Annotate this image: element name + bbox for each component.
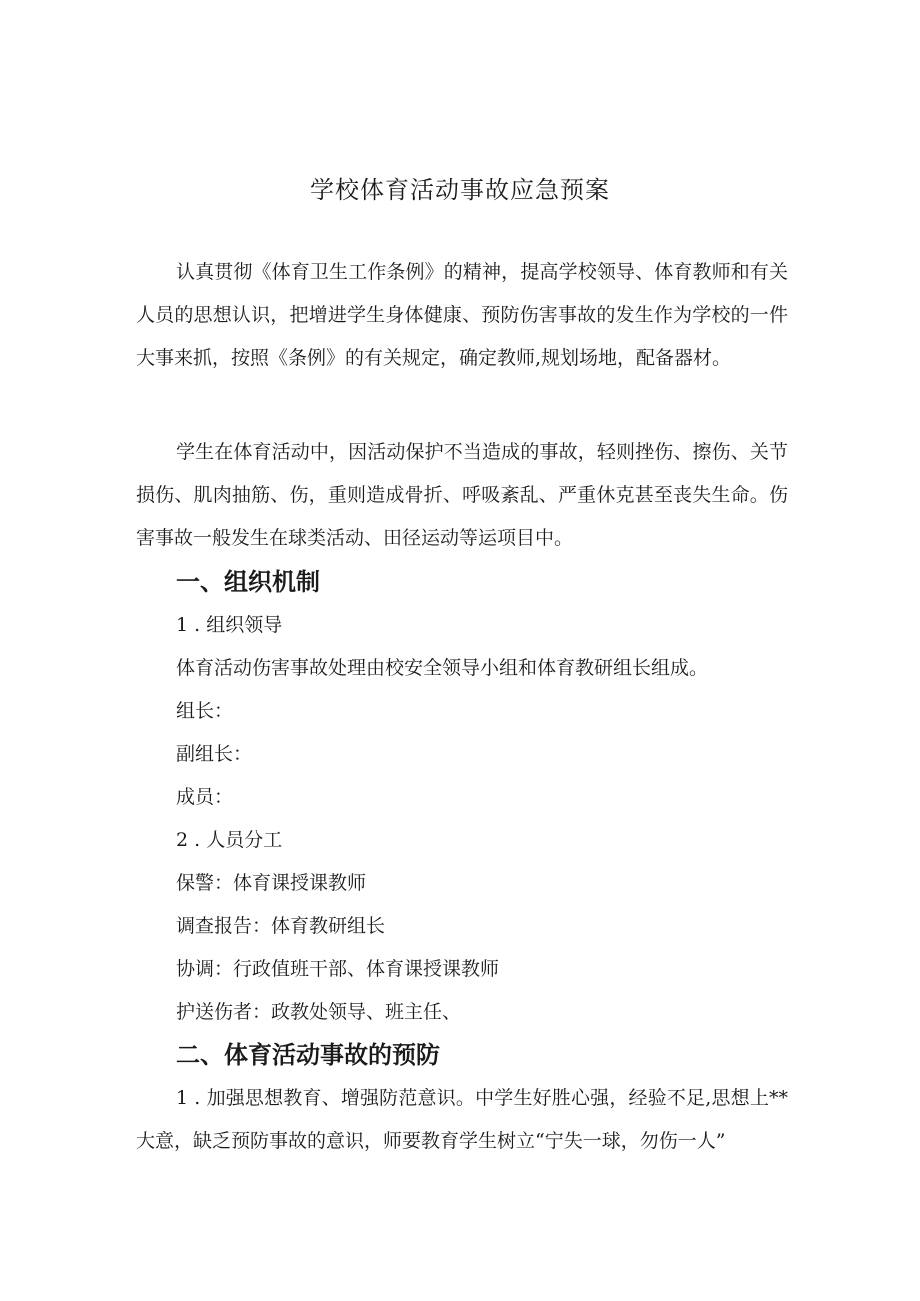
duty-line-1: 保警：体育课授课教师 xyxy=(176,872,367,894)
deputy-leader-field: 副组长： xyxy=(176,743,253,765)
item-organization-leadership: 1 . 组织领导 xyxy=(176,614,283,636)
members-field: 成员： xyxy=(176,786,234,808)
duty-line-4: 护送伤者：政教处领导、班主任、 xyxy=(176,1001,462,1023)
section-heading-organization: 一、组织机制 xyxy=(176,568,320,596)
duty-line-3: 协调：行政值班干部、体育课授课教师 xyxy=(176,958,500,980)
organization-description: 体育活动伤害事故处理由校安全领导小组和体育教研组长组成。 xyxy=(176,657,709,679)
item-staff-division: 2 . 人员分工 xyxy=(176,829,283,851)
duty-line-2: 调查报告：体育教研组长 xyxy=(176,915,386,937)
prevention-paragraph-1: 1 . 加强思想教育、增强防范意识。中学生好胜心强，经验不足,思想上**大意，缺乏预防事故的意识，师要教育学生树立“宁失一球，勿伤一人” xyxy=(136,1087,788,1152)
leader-field: 组长： xyxy=(176,700,234,722)
section-heading-prevention: 二、体育活动事故的预防 xyxy=(176,1041,440,1069)
intro-paragraph-2: 学生在体育活动中，因活动保护不当造成的事故，轻则挫伤、擦伤、关节损伤、肌肉抽筋、伤，重则造成骨折、呼吸紊乱、严重休克甚至丧失生命。伤害事故一般发生在球类活动、田径运动等运项目中。 xyxy=(136,441,788,549)
intro-paragraph-1: 认真贯彻《体育卫生工作条例》的精神，提高学校领导、体育教师和有关人员的思想认识，把增进学生身体健康、预防伤害事故的发生作为学校的一件大事来抓，按照《条例》的有关规定，确定教师,规划场地，配备器材。 xyxy=(136,261,788,369)
document-title: 学校体育活动事故应急预案 xyxy=(310,176,610,204)
